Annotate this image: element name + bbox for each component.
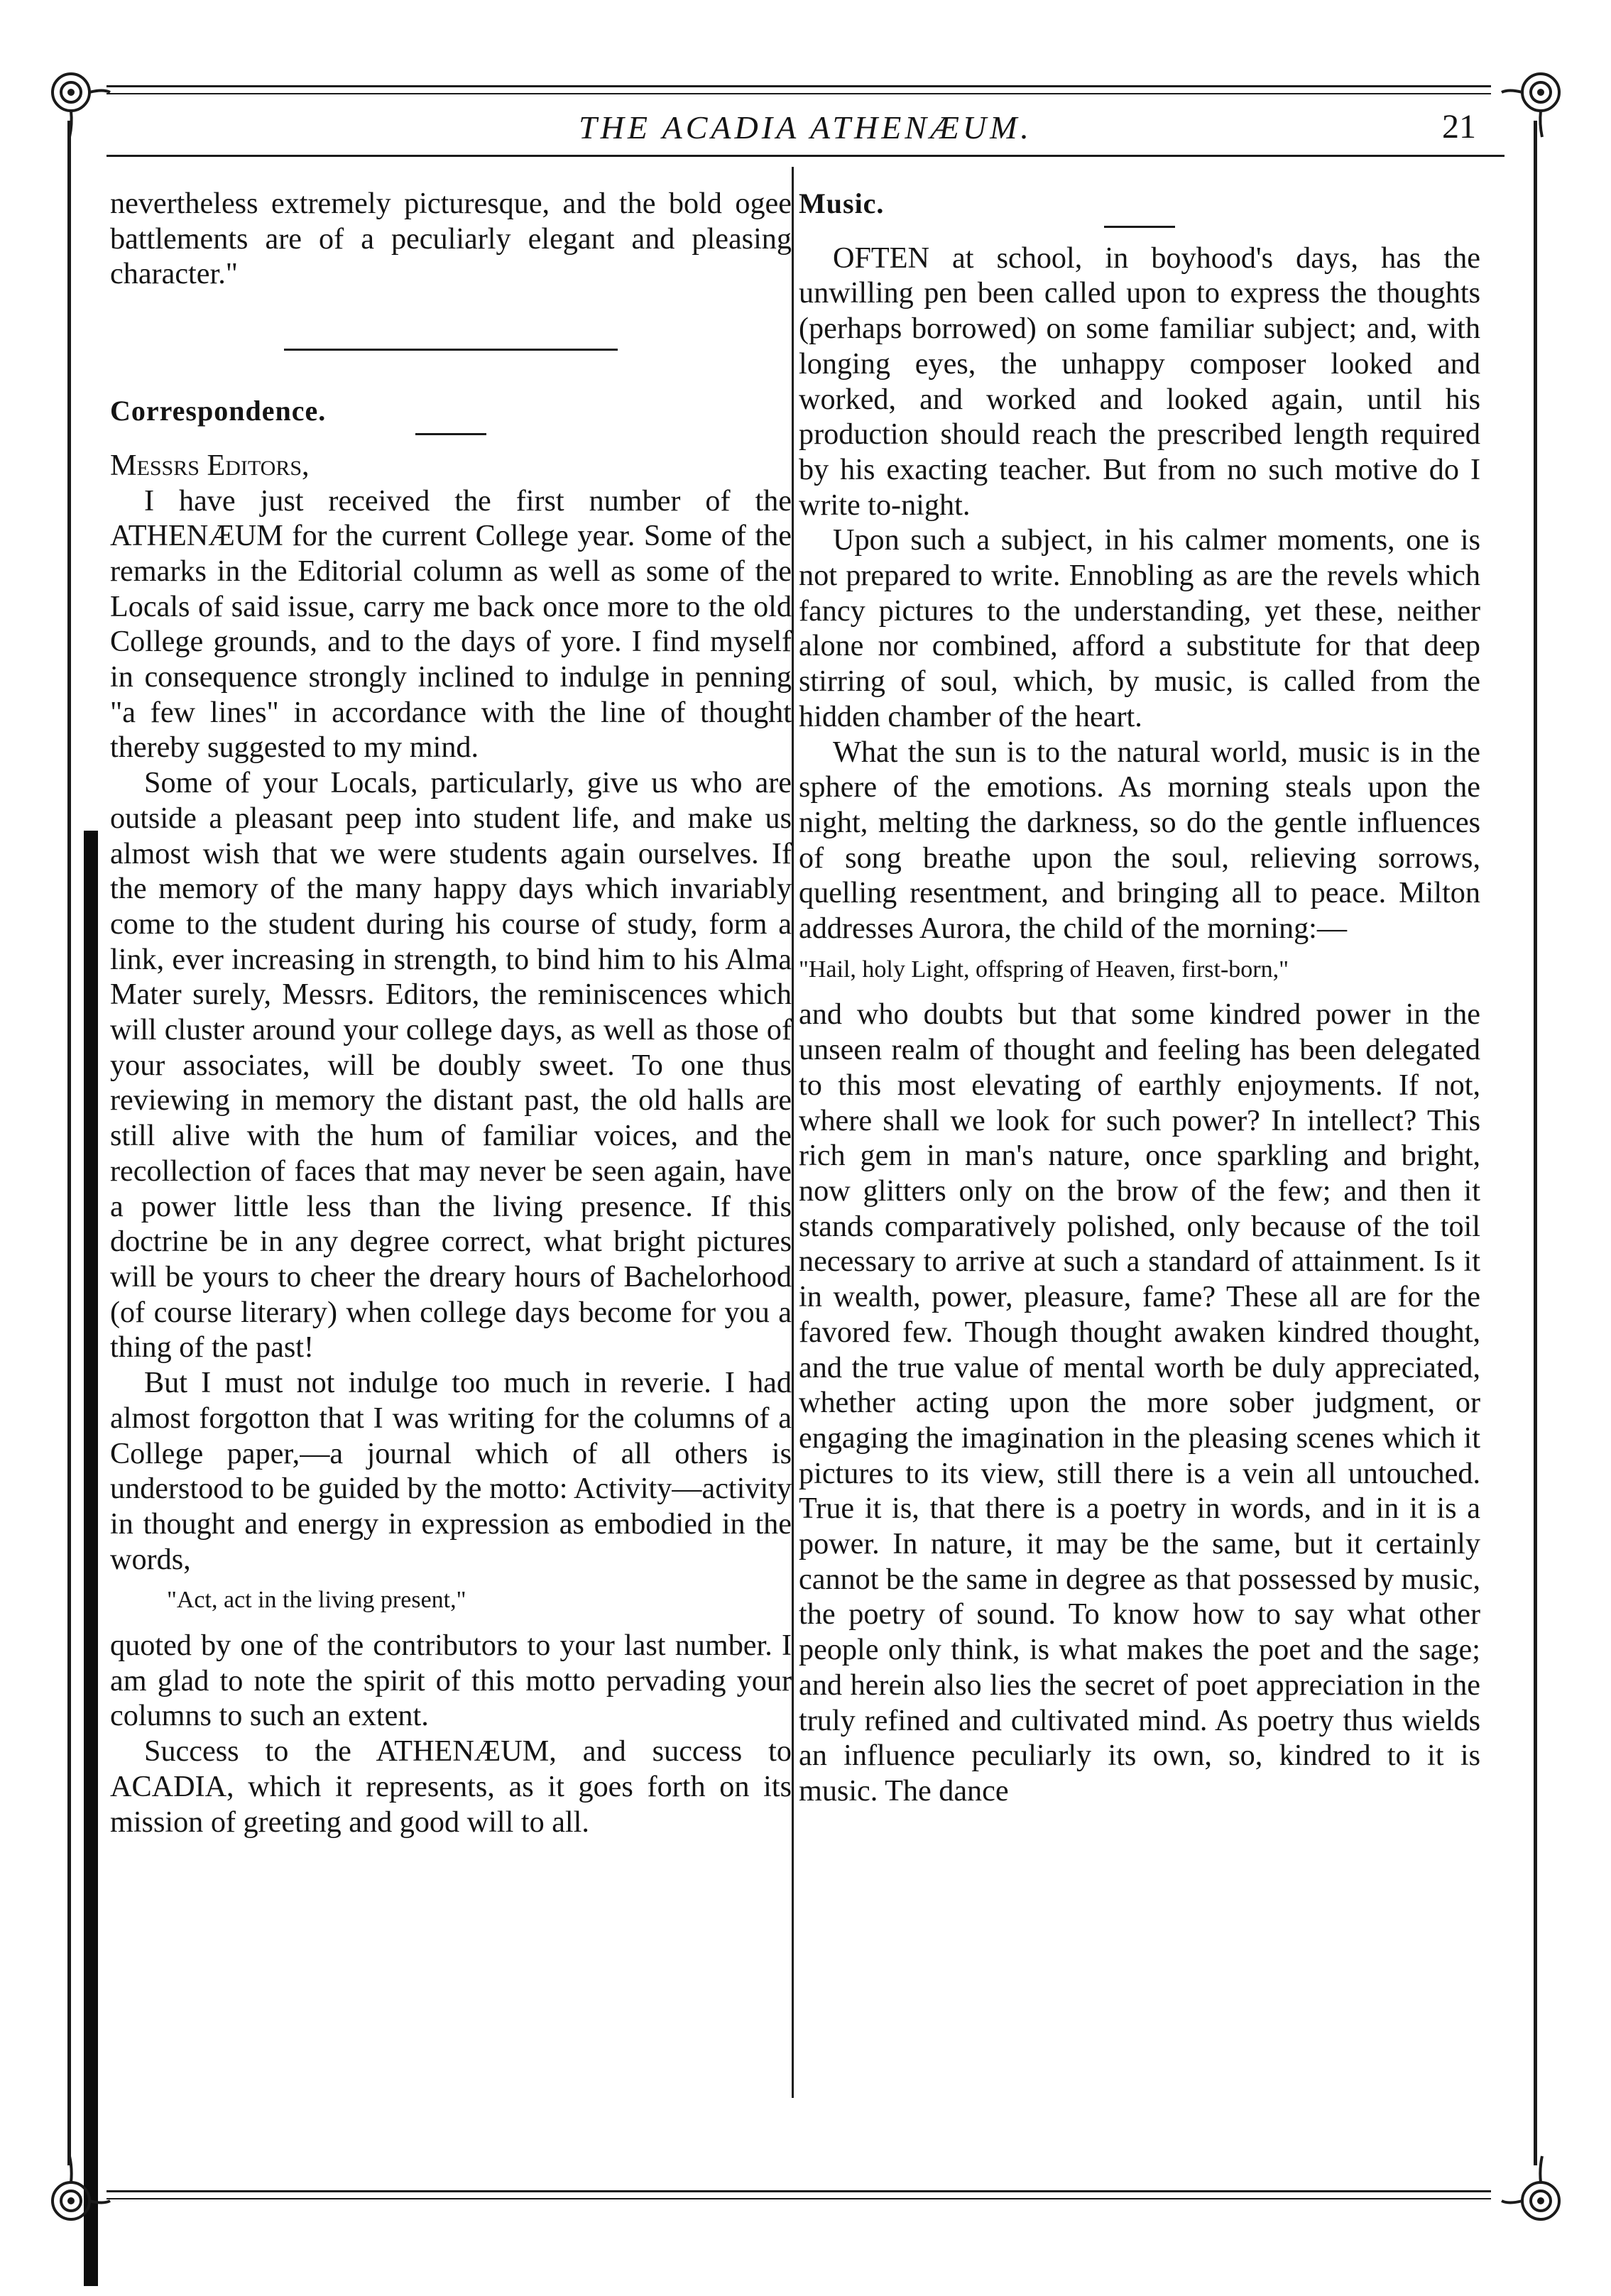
scan-edge-shadow [84, 831, 98, 2286]
correspondence-heading: Correspondence. [110, 395, 327, 427]
publication-title: THE ACADIA ATHENÆUM. [579, 109, 1032, 146]
music-paragraph-1: OFTEN at school, in boyhood's days, has the unwilling pen been called upon to express the thoughts (perhaps borrowed) on some familiar subject; and, with longing eyes, the unhappy composer looked and worked, and worked and looked again, until his production should reach the prescribed length required by his exacting teacher. But from no such motive do I write to-night. [799, 241, 1480, 522]
top-border-rule [107, 85, 1491, 94]
bottom-border-rule [107, 2190, 1491, 2199]
left-column [110, 186, 792, 1839]
bottom-right-ornament-icon [1498, 2155, 1569, 2233]
letter-paragraph-5: Success to the ATHENÆUM, and success to ACADIA, which it represents, as it goes forth on its mission of greeting and good will to all. [110, 1734, 792, 1839]
letter-paragraph-3: But I must not indulge too much in reverie. I had almost forgotton that I was writing for the columns of a College paper,—a journal which of all others is understood to be guided by the motto: Activity—activity in thought and energy in expression as embodied in the words, [110, 1366, 792, 1576]
letter-paragraph-4: quoted by one of the contributors to your last number. I am glad to note the spirit of this motto pervading your columns to such an extent. [110, 1629, 792, 1733]
right-border-rule [1534, 121, 1537, 2165]
column-divider [792, 167, 794, 2098]
heading-rule [1104, 226, 1175, 228]
top-right-ornament-icon [1498, 60, 1569, 138]
music-heading: Music. [799, 187, 885, 219]
right-column [799, 186, 1480, 1809]
music-paragraph-4: and who doubts but that some kindred power in the unseen realm of thought and feeling has been delegated to this most elevating of earthly enjoyments. If not, where shall we look for such power? In intellect? This rich gem in man's nature, once sparkling and bright, now glitters only on the brow of the few; and then it stands comparatively polished, only because of the toil necessary to arrive at such a standard of attainment. Is it in wealth, power, pleasure, fame? These all are for the favored few. Though thought awaken kindred thought, and the true value of mental worth be duly appreciated, whether acting upon the more sober judgment, or engaging the imagination in the pleasing scenes which it pictures to its view, still there is a vein all untouched. True it is, that there is a poetry in words, and in it is a power. In nature, it may be the same, but it certainly cannot be the same in degree as that possessed by music, the poetry of sound. To know how to say what other people only think, is what makes the poet and the sage; and herein also lies the secret of poet appreciation in the truly refined and cultivated mind. As poetry thus wields an influence peculiarly its own, so, kindred to it is music. The dance [799, 997, 1480, 1808]
letter-paragraph-2: Some of your Locals, particularly, give us who are outside a pleasant peep into student life, and make us almost wish that we were students again ourselves. If the memory of the many happy days which invariably come to the student during his course of study, form a link, ever increasing in strength, to bind him to his Alma Mater surely, Messrs. Editors, the reminiscences which will cluster around your college days, as well as those of your associates, will be doubly sweet. To one thus reviewing in memory the distant past, the old halls are still alive with the hum of familiar voices, and the recollection of faces that may never be seen again, have a power little less than the living presence. If this doctrine be in any degree correct, what bright pictures will be yours to cheer the dreary hours of Bachelorhood (of course literary) when college days become for you a thing of the past! [110, 766, 792, 1365]
salutation: Messrs Editors, [110, 448, 310, 482]
header-rule [107, 155, 1504, 157]
heading-rule [415, 433, 486, 435]
continued-paragraph: nevertheless extremely picturesque, and the bold ogee battlements are of a peculiarly elegant and pleasing character." [110, 187, 792, 291]
left-border-rule [67, 121, 71, 2165]
letter-quote: "Act, act in the living present," [167, 1587, 466, 1614]
milton-quote: "Hail, holy Light, offspring of Heaven, first-born," [799, 956, 1289, 983]
music-paragraph-3: What the sun is to the natural world, music is in the sphere of the emotions. As morning steals upon the night, melting the darkness, so do the gentle influences of song breathe upon the soul, relieving sorrows, quelling resentment, and bringing all to peace. Milton addresses Aurora, the child of the morning:— [799, 735, 1480, 946]
music-paragraph-2: Upon such a subject, in his calmer moments, one is not prepared to write. Ennobling as are the revels which fancy pictures to the understanding, yet these, neither alone nor combined, afford a substitute for that deep stirring of soul, which, by music, is called from the hidden chamber of the heart. [799, 523, 1480, 733]
bottom-left-ornament-icon [43, 2155, 114, 2233]
letter-paragraph-1: I have just received the first number of the ATHENÆUM for the current College year. Some of the remarks in the Editorial column as well as some of the Locals of said issue, carry me back once more to the old College grounds, and to the days of yore. I find myself in consequence strongly inclined to indulge in penning "a few lines" in accordance with the line of thought thereby suggested to my mind. [110, 483, 792, 765]
running-header [121, 103, 1490, 156]
top-left-ornament-icon [43, 60, 114, 138]
section-separator [284, 349, 618, 351]
page-number: 21 [1442, 108, 1476, 146]
